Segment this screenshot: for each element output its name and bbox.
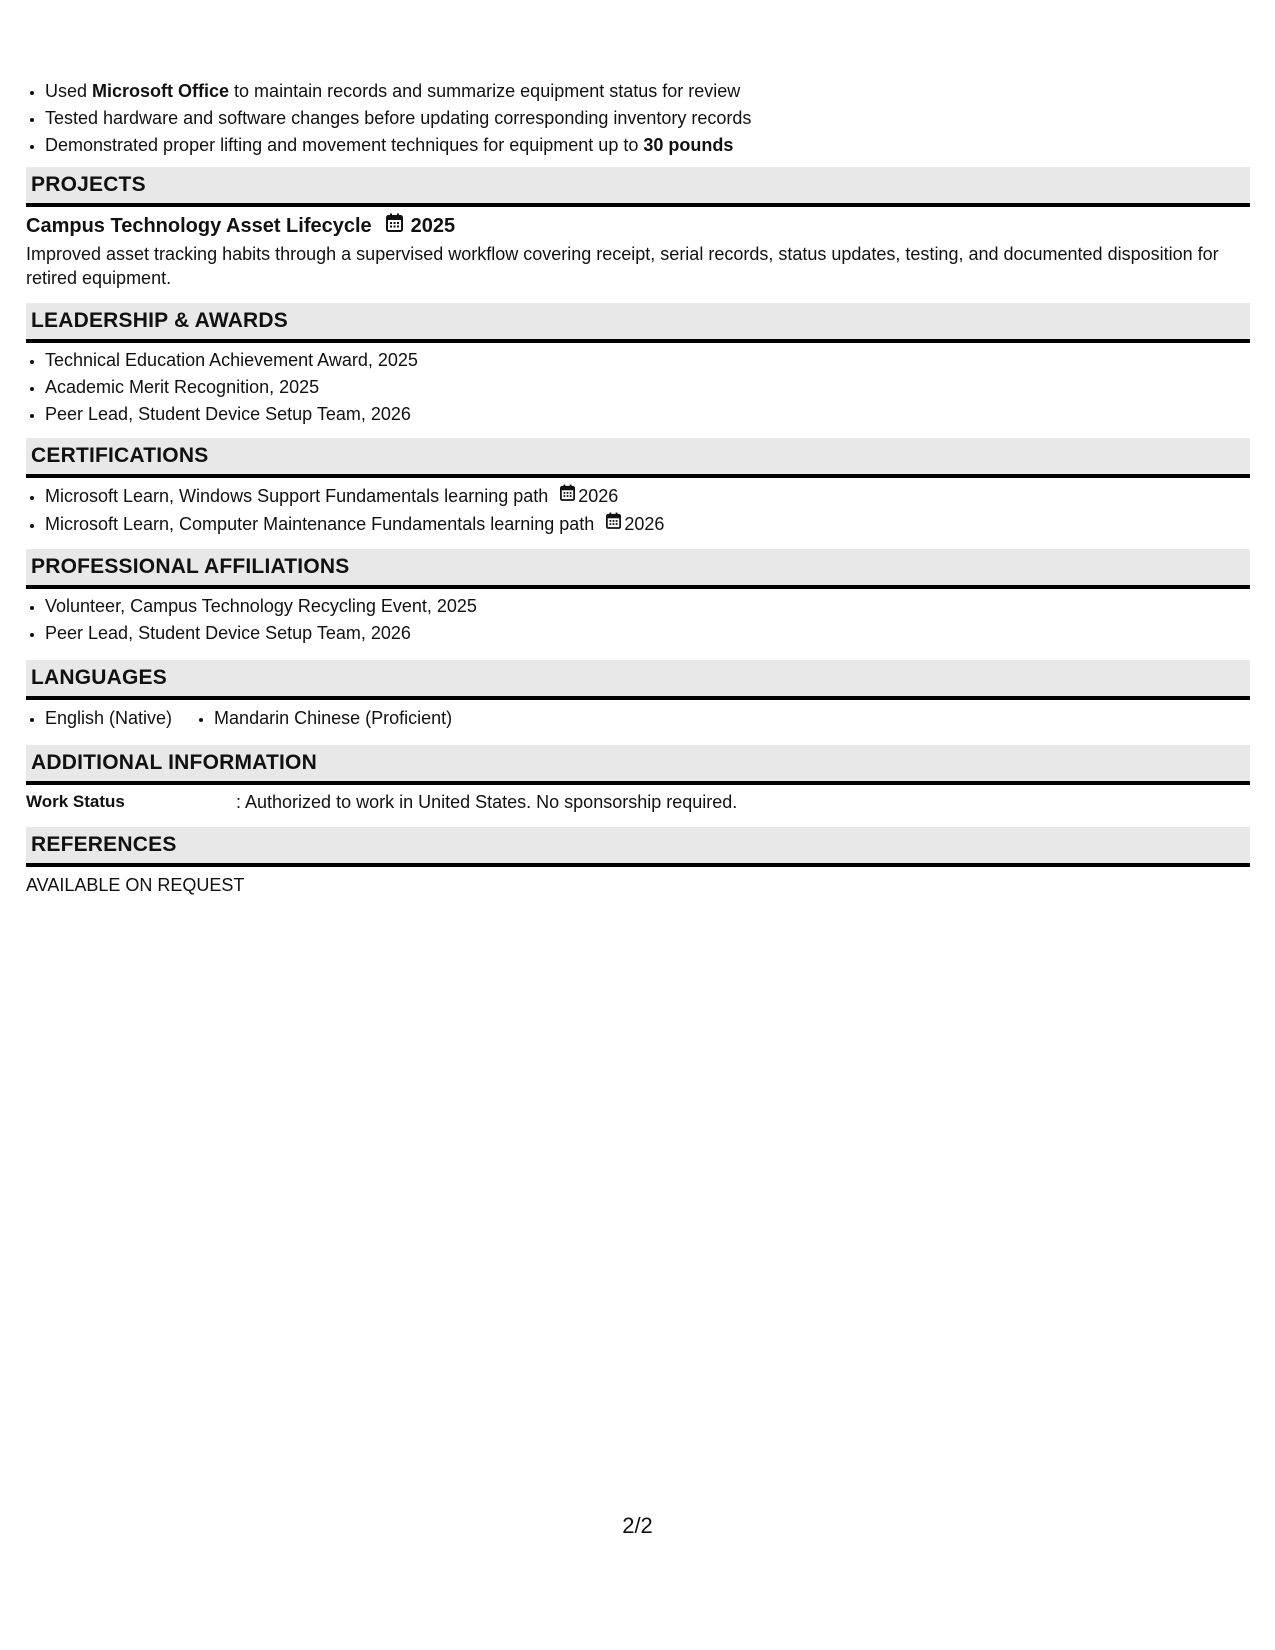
experience-bullet: • Used Microsoft Office to maintain records and summarize equipment status for review xyxy=(45,78,751,105)
section-heading: PROFESSIONAL AFFILIATIONS xyxy=(26,549,1250,589)
list-item: • Technical Education Achievement Award, 2025 xyxy=(45,347,1250,374)
affiliations-section xyxy=(26,549,1250,647)
list-item: • Peer Lead, Student Device Setup Team, 2026 xyxy=(45,620,1250,647)
experience-bullet: • Tested hardware and software changes before updating corresponding inventory records xyxy=(45,105,751,132)
section-heading: ADDITIONAL INFORMATION xyxy=(26,745,1250,785)
languages-section xyxy=(26,660,1250,732)
additional-info-section xyxy=(26,745,1250,816)
calendar-icon xyxy=(606,510,621,537)
experience-bullet: • Demonstrated proper lifting and movement techniques for equipment up to 30 pounds xyxy=(45,132,751,159)
calendar-icon xyxy=(560,482,575,509)
section-heading: PROJECTS xyxy=(26,167,1250,207)
section-heading: REFERENCES xyxy=(26,827,1250,867)
list-item: • Volunteer, Campus Technology Recycling Event, 2025 xyxy=(45,593,1250,620)
project-description: Improved asset tracking habits through a supervised workflow covering receipt, serial records, status updates, testing, and documented disposition for retired equipment. xyxy=(26,244,1219,288)
language-item: • Mandarin Chinese (Proficient) xyxy=(214,705,452,732)
language-item: • English (Native) xyxy=(45,705,172,732)
section-heading: LEADERSHIP & AWARDS xyxy=(26,303,1250,343)
project-date: 2025 xyxy=(410,215,456,237)
work-status-row xyxy=(26,788,1250,816)
list-item: • Microsoft Learn, Computer Maintenance Fundamentals learning path 2026 xyxy=(45,511,1250,539)
projects-section xyxy=(26,167,1250,290)
leadership-section xyxy=(26,303,1250,428)
project-title: Campus Technology Asset Lifecycle 2025 xyxy=(26,211,1250,241)
calendar-icon xyxy=(386,211,403,241)
section-heading: LANGUAGES xyxy=(26,660,1250,700)
work-status-value: : Authorized to work in United States. No sponsorship required. xyxy=(236,792,738,812)
list-item: • Peer Lead, Student Device Setup Team, 2026 xyxy=(45,401,1250,428)
work-status-label: Work Status xyxy=(26,792,125,811)
section-heading: CERTIFICATIONS xyxy=(26,438,1250,478)
references-text: AVAILABLE ON REQUEST xyxy=(26,875,245,895)
experience-bullets xyxy=(26,78,751,159)
page-number: 2/2 xyxy=(622,1513,653,1538)
list-item: • Academic Merit Recognition, 2025 xyxy=(45,374,1250,401)
list-item: • Microsoft Learn, Windows Support Fundamentals learning path 2026 xyxy=(45,483,1250,511)
references-section xyxy=(26,827,1250,900)
certifications-section xyxy=(26,438,1250,539)
